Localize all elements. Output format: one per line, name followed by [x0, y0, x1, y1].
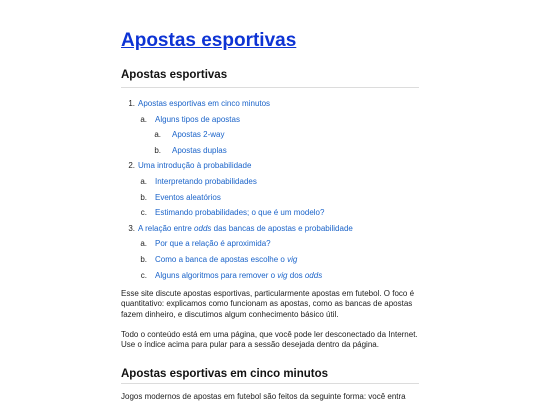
toc-link-text: dos — [287, 270, 305, 280]
toc-link-text: Apostas duplas — [172, 145, 227, 155]
toc-link-text: vig — [277, 270, 288, 280]
intro-paragraph — [121, 289, 421, 320]
toc-link-text: odds — [194, 223, 212, 233]
toc-link[interactable] — [138, 158, 251, 174]
toc-item — [121, 127, 421, 143]
toc-link[interactable] — [155, 252, 297, 268]
toc-item-number: 1. — [128, 99, 135, 108]
site-title-link[interactable]: Apostas esportivas — [121, 30, 297, 51]
paragraph-line: Use o índice acima para pular para a sessão desejada dentro da página. — [121, 340, 379, 350]
toc-link-text: das bancas de apostas e probabilidade — [211, 223, 353, 233]
toc-link-text: Eventos aleatórios — [155, 192, 221, 202]
toc-item — [121, 221, 421, 237]
toc-link-text: vig — [287, 254, 298, 264]
toc-link[interactable] — [155, 268, 322, 284]
paragraph-line: quantitativo: explicamos como funcionam as apostas, como as bancas de apostas — [121, 299, 413, 309]
paragraph-line: Jogos modernos de apostas em futebol são feitos da seguinte forma: você entra — [121, 392, 406, 401]
toc-item-number: a. — [140, 176, 147, 186]
toc-item-number: 2. — [128, 161, 135, 171]
toc-link[interactable] — [155, 190, 221, 206]
toc-item-number: b. — [140, 192, 147, 202]
toc-link-text: A relação entre — [138, 223, 195, 233]
toc-item-number: c. — [140, 270, 147, 280]
paragraph-line: fazem dinheiro, e discutimos algum conhecimento básico útil. — [121, 309, 339, 319]
toc-link[interactable] — [155, 236, 271, 252]
table-of-contents — [121, 96, 421, 283]
paragraph-line: Esse site discute apostas esportivas, particularmente apostas em futebol. O foco é — [121, 289, 415, 298]
toc-link[interactable] — [172, 127, 224, 143]
toc-link-text: Como a banca de apostas escolhe o — [155, 254, 288, 264]
toc-item — [121, 190, 421, 206]
toc-item-number: a. — [140, 114, 147, 124]
toc-link-text: Apostas 2-way — [172, 130, 225, 140]
toc-item — [121, 174, 421, 190]
toc-link[interactable] — [155, 205, 324, 221]
toc-item — [121, 96, 421, 112]
toc-item — [121, 205, 421, 221]
toc-item — [121, 143, 421, 159]
toc-link[interactable] — [155, 174, 257, 190]
toc-item — [121, 268, 421, 284]
toc-link-text: Alguns algoritmos para remover o — [155, 270, 278, 280]
toc-link-text: Estimando probabilidades; o que é um modelo? — [155, 208, 325, 218]
toc-link[interactable] — [172, 143, 227, 159]
five-minutes-paragraph — [121, 392, 421, 402]
toc-item-number: a. — [140, 239, 147, 249]
toc-link-text: Alguns tipos de apostas — [155, 114, 240, 124]
toc-link-text: Interpretando probabilidades — [155, 176, 257, 186]
toc-item-number: c. — [140, 208, 147, 218]
toc-item-number: 3. — [128, 223, 135, 233]
toc-link-text: Uma introdução à probabilidade — [138, 161, 252, 171]
toc-item — [121, 252, 421, 268]
toc-item-number: b. — [140, 254, 147, 264]
toc-item — [121, 112, 421, 128]
toc-link-text: Apostas esportivas em cinco minutos — [138, 99, 271, 108]
toc-item — [121, 158, 421, 174]
section-heading-five-minutes: Apostas esportivas em cinco minutos — [121, 368, 329, 380]
section-divider — [121, 87, 419, 88]
toc-link[interactable] — [138, 221, 353, 237]
toc-item-number: b. — [154, 145, 161, 155]
toc-item-number: a. — [154, 130, 161, 140]
offline-paragraph — [121, 330, 421, 351]
toc-link-text: Por que a relação é aproximida? — [155, 239, 271, 249]
paragraph-line: Todo o conteúdo está em uma página, que você pode ler desconectado da Internet. — [121, 330, 418, 339]
toc-link[interactable] — [155, 112, 240, 128]
section-heading-intro: Apostas esportivas — [121, 69, 228, 81]
section-divider — [121, 383, 419, 384]
toc-link-text: odds — [304, 270, 323, 280]
toc-item — [121, 236, 421, 252]
toc-link[interactable] — [138, 96, 270, 112]
